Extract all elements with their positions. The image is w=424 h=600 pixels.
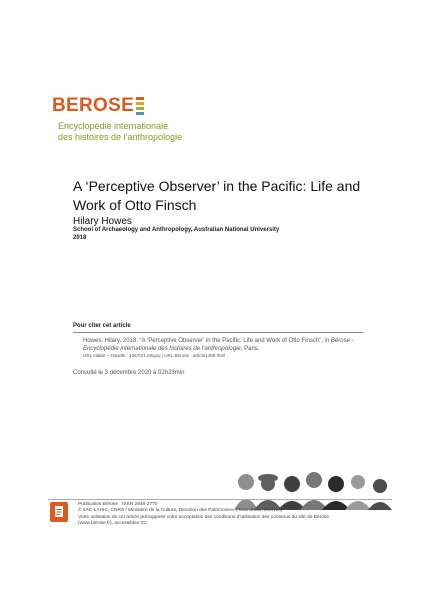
tagline-line: des histoires de l’anthropologie [58, 132, 183, 142]
footer-line: Votre utilisation de cet article présuppose votre acceptation des conditions d’utilisation des contenus du site de Bérose [78, 514, 329, 520]
consulted-date: Consulté le 3 décembre 2020 à 02h23min [73, 370, 185, 376]
article-title: A ‘Perceptive Observer’ in the Pacific: Life and Work of Otto Finsch [73, 178, 361, 213]
document-icon [50, 502, 68, 522]
footer-divider [48, 499, 392, 500]
citation-text [83, 337, 373, 353]
logo-bar [136, 97, 144, 100]
article-author: Hilary Howes [73, 216, 132, 227]
footer-link-line[interactable]: (www.berose.fr), accessibles ICI. [78, 521, 148, 527]
berose-logo [52, 96, 144, 116]
footer-line: Publication Bérose : ISSN 2648-2770 [78, 502, 158, 507]
tagline-line: Encyclopédie internationale [58, 121, 169, 131]
logo-tagline [58, 121, 182, 143]
citation-journal: Bérose - Encyclopédie internationale des histoires de l’anthropologie [83, 338, 354, 352]
logo-bar [136, 107, 144, 110]
citation-main: Howes, Hilary, 2018. “A ‘Perceptive Observer’ in the Pacific: Life and Work of Otto Finsch”, in [83, 338, 330, 344]
logo-bars-icon [136, 97, 144, 115]
openedition-logo-icon [50, 502, 68, 522]
citation-urls[interactable]: URL stable – Handle : 10670/1.o0quxj | URL Bérose : article1468.html [83, 353, 226, 358]
citation-end: , Paris. [240, 346, 260, 352]
author-affiliation: School of Archaeology and Anthropology, Australian National University [73, 227, 280, 233]
footer-line: © IIAC-LAHIC, CNRS / Ministère de la Culture, Direction des Patrimoines. (Tous droits réservés) [78, 508, 283, 514]
citation-heading: Pour citer cet article [73, 323, 131, 329]
citation-divider [73, 332, 363, 333]
article-year: 2018 [73, 235, 87, 241]
footer-text [78, 502, 378, 528]
logo-wordmark: BEROSE [52, 95, 135, 116]
logo-bar [136, 102, 144, 105]
logo-bar [136, 112, 144, 115]
